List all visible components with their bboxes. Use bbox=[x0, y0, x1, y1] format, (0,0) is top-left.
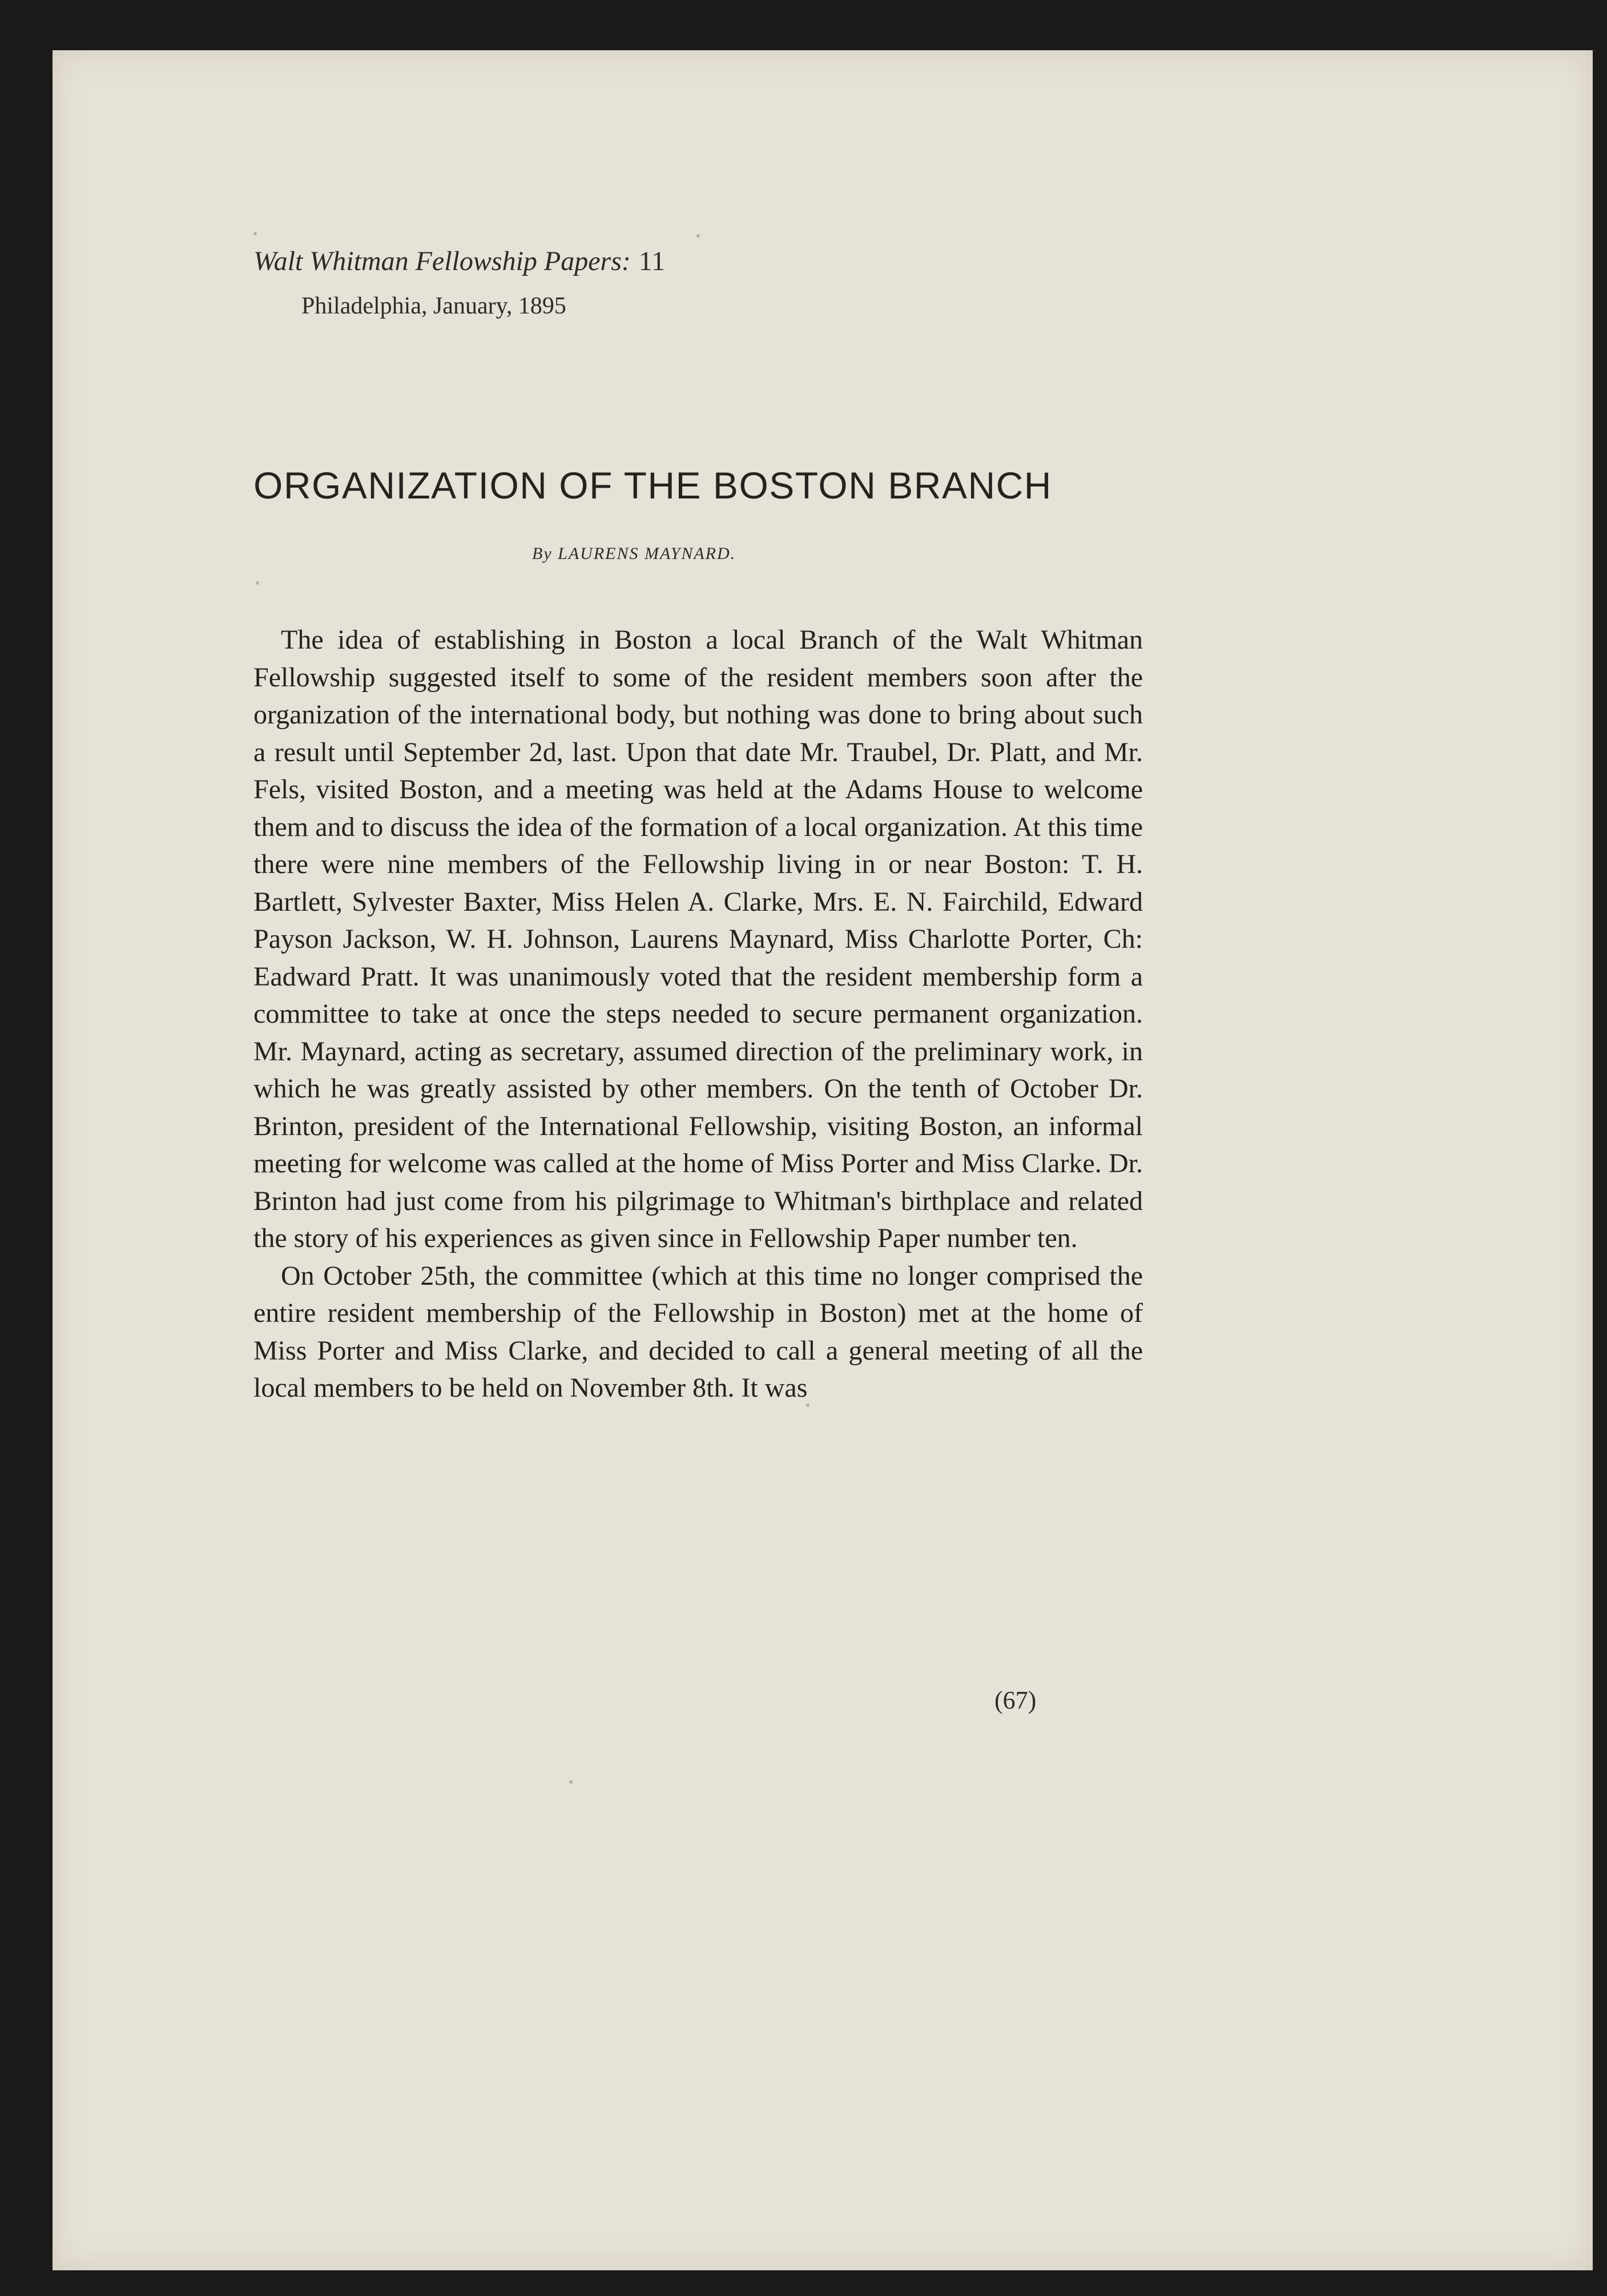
series-heading bbox=[253, 244, 665, 279]
article-body bbox=[253, 621, 1143, 1407]
document-page bbox=[53, 50, 1593, 2270]
byline: By LAURENS MAYNARD. bbox=[532, 544, 736, 563]
paper-speck bbox=[253, 232, 257, 235]
page-number: (67) bbox=[994, 1686, 1037, 1714]
paragraph: The idea of establishing in Boston a local Branch of the Walt Whitman Fellowship suggested itself to some of the resident members soon after the organization of the international body, but nothing was done to bring about such a result until September 2d, last. Upon that date Mr. Traubel, Dr. Platt, and Mr. Fels, visited Boston, and a meeting was held at the Adams House to welcome them and to discuss the idea of the formation of a local organization. At this time there were nine members of the Fellowship living in or near Boston: T. H. Bartlett, Sylvester Baxter, Miss Helen A. Clarke, Mrs. E. N. Fairchild, Edward Payson Jackson, W. H. Johnson, Laurens Maynard, Miss Charlotte Porter, Ch: Eadward Pratt. It was unanimously voted that the resident membership form a committee to take at once the steps needed to secure permanent organization. Mr. Maynard, acting as secretary, assumed direction of the preliminary work, in which he was greatly assisted by other members. On the tenth of October Dr. Brinton, president of the International Fellowship, visiting Boston, an informal meeting for welcome was called at the home of Miss Porter and Miss Clarke. Dr. Brinton had just come from his pilgrimage to Whitman's birthplace and related the story of his experiences as given since in Fellowship Paper number ten. bbox=[253, 625, 1143, 1253]
series-number: 11 bbox=[638, 246, 666, 276]
series-title: Walt Whitman Fellowship Papers: bbox=[253, 246, 631, 276]
article-title: ORGANIZATION OF THE BOSTON BRANCH bbox=[253, 464, 1052, 506]
dateline: Philadelphia, January, 1895 bbox=[301, 293, 566, 319]
paper-speck bbox=[806, 1404, 809, 1407]
paper-speck bbox=[256, 581, 259, 585]
paragraph: On October 25th, the committee (which at this time no longer comprised the entire resident membership of the Fellowship in Boston) met at the home of Miss Porter and Miss Clarke, and decided to call a general meeting of all the local members to be held on November 8th. It was bbox=[253, 1260, 1143, 1403]
paper-speck bbox=[696, 234, 700, 238]
paper-speck bbox=[569, 1780, 573, 1784]
